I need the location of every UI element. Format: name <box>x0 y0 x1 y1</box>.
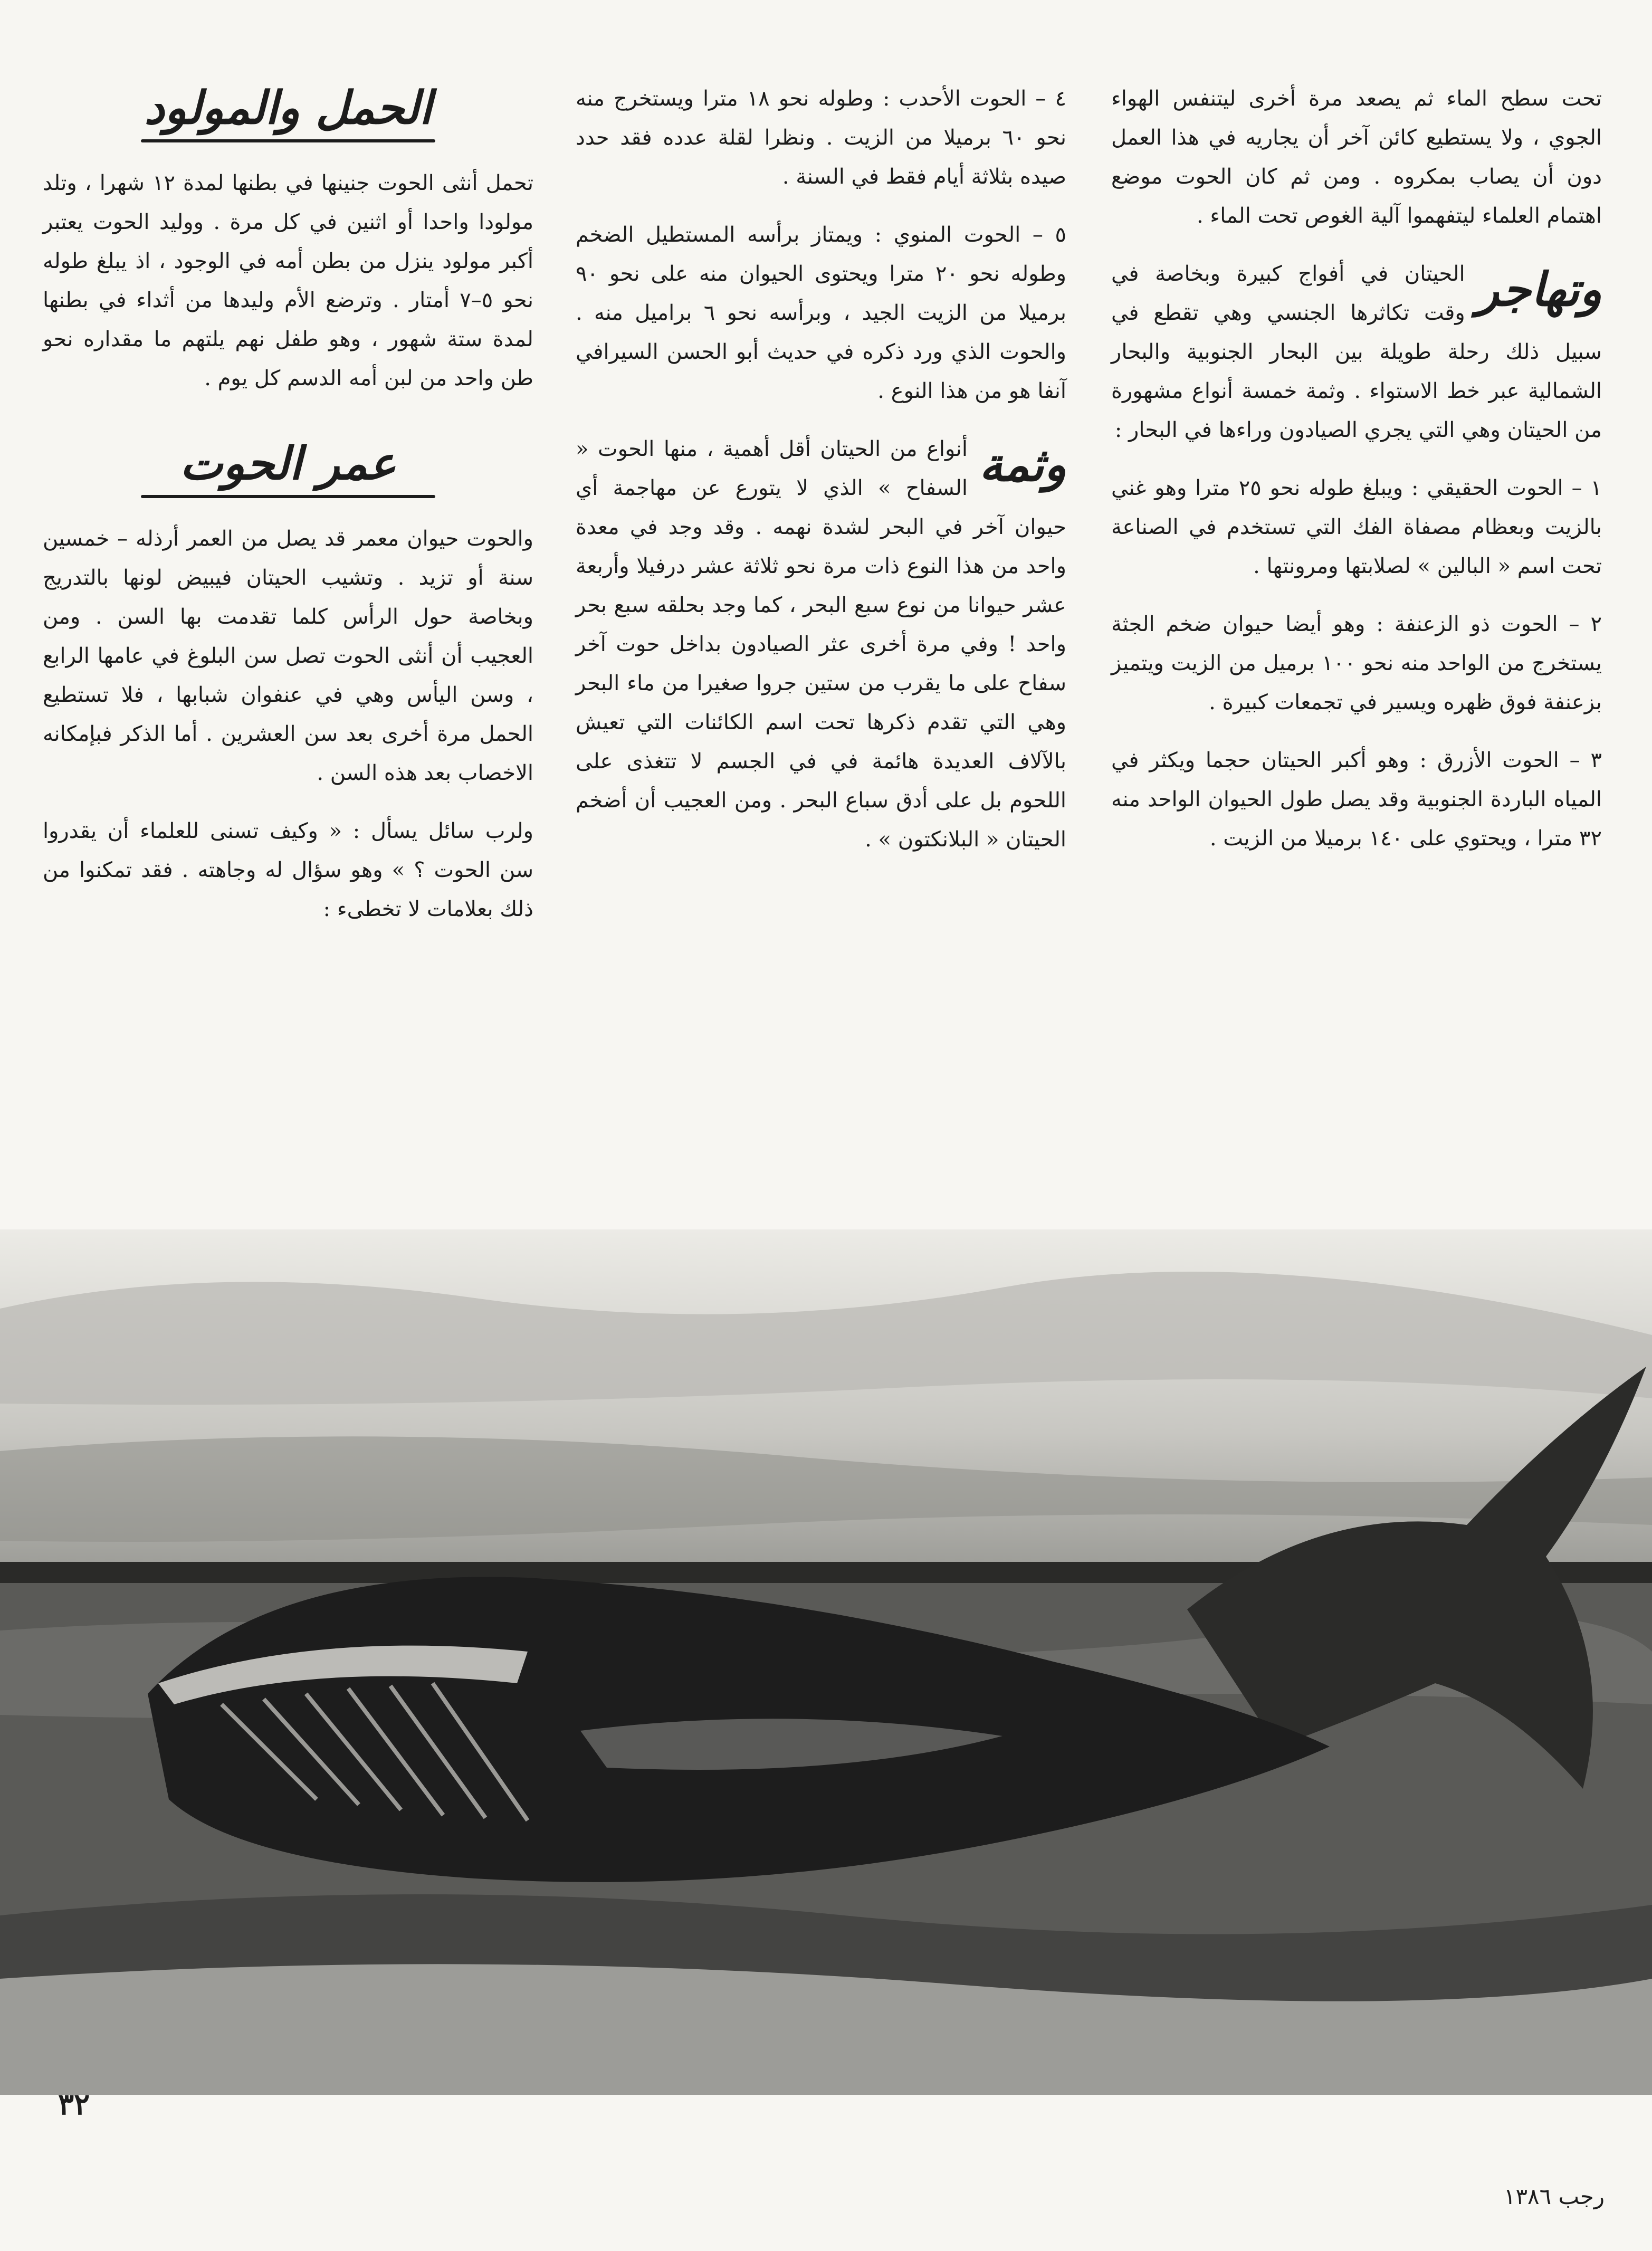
paragraph-text: أنواع من الحيتان أقل أهمية ، منها الحوت « السفاح » الذي لا يتورع عن مهاجمة أي حيوان آخر في البحر لشدة نهمه . وقد وجد في معدة واحد من هذا النوع ذات مرة نحو ثلاثة عشر درفيلا وأربعة عشر حيوانا من نوع سبع البحر ، كما وجد بحلقه سبع بحر واحد ! وفي مرة أخرى عثر الصيادون بداخل حوت آخر سفاح على ما يقرب من ستين جروا صغيرا من ماء البحر وهي التي تقدم ذكرها تحت اسم الكائنات التي تعيش بالآلاف العديدة هائمة في في الجسم لا تتغذى على اللحوم بل على أدق سباع البحر . ومن العجيب أن أضخم الحيتان « البلانكتون » . <box>576 437 1066 852</box>
drop-cap-word: وتهاجر <box>1476 262 1602 317</box>
paragraph: ٤ – الحوت الأحدب : وطوله نحو ١٨ مترا ويستخرج منه نحو ٦٠ برميلا من الزيت . ونظرا لقلة عدده فقد حدد صيده بثلاثة أيام فقط في السنة . <box>576 87 1066 189</box>
paragraph <box>1111 254 1602 450</box>
paragraph: تحت سطح الماء ثم يصعد مرة أخرى ليتنفس الهواء الجوي ، ولا يستطيع كائن آخر أن يجاريه في هذا العمل دون أن يصاب بمكروه . ومن ثم كان الحوت موضع اهتمام العلماء ليتفهموا آلية الغوص تحت الماء . <box>1111 87 1602 228</box>
drop-cap-word: وثمة <box>979 437 1066 492</box>
paragraph: ١ – الحوت الحقيقي : ويبلغ طوله نحو ٢٥ مترا وهو غني بالزيت وبعظام مصفاة الفك التي تستخدم في الصناعة تحت اسم « البالين » لصلابتها ومرونتها . <box>1111 476 1602 578</box>
section-heading: الحمل والمولود <box>43 79 533 142</box>
paragraph: تحمل أنثى الحوت جنينها في بطنها لمدة ١٢ شهرا ، وتلد مولودا واحدا أو اثنين في كل مرة . ووليد الحوت يعتبر أكبر مولود ينزل من بطن أمه في الوجود ، اذ يبلغ طوله نحو ٥–٧ أمتار . وترضع الأم وليدها من أثداء في بطنها لمدة ستة شهور ، وهو طفل نهم يلتهم ما مقداره نحو طن واحد من لبن أمه الدسم كل يوم . <box>43 171 534 390</box>
issue-date: رجب ١٣٨٦ <box>1503 2183 1605 2209</box>
page-number: ٣٢ <box>58 2087 90 2122</box>
paragraph: ولرب سائل يسأل : « وكيف تسنى للعلماء أن يقدروا سن الحوت ؟ » وهو سؤال له وجاهته . فقد تمكنوا من ذلك بعلامات لا تخطىء : <box>43 819 533 921</box>
paragraph <box>576 430 1066 859</box>
paragraph: والحوت حيوان معمر قد يصل من العمر أرذله – خمسين سنة أو تزيد . وتشيب الحيتان فيبيض لونها بالتدريج وبخاصة حول الرأس كلما تقدمت بها السن . ومن العجيب أن أنثى الحوت تصل سن البلوغ في عامها الرابع ، وسن اليأس وهي في عنفوان شبابها ، فلا تستطيع الحمل مرة أخرى بعد سن العشرين . أما الذكر فبإمكانه الاخصاب بعد هذه السن . <box>43 527 533 785</box>
text-column-left <box>43 79 533 948</box>
paragraph-text: الحيتان في أفواج كبيرة وبخاصة في وقت تكاثرها الجنسي وهي تقطع في سبيل ذلك رحلة طويلة بين البحار الجنوبية والبحار الشمالية عبر خط الاستواء . وثمة خمسة أنواع مشهورة من الحيتان وهي التي يجري الصيادون وراءها في البحار : <box>1111 262 1602 442</box>
paragraph: ٣ – الحوت الأزرق : وهو أكبر الحيتان حجما ويكثر في المياه الباردة الجنوبية وقد يصل طول الحيوان الواحد منه ٣٢ مترا ، ويحتوي على ١٤٠ برميلا من الزيت . <box>1111 748 1602 851</box>
text-column-right <box>1111 79 1602 877</box>
whale-illustration <box>0 1229 1652 2095</box>
paragraph: ٢ – الحوت ذو الزعنفة : وهو أيضا حيوان ضخم الجثة يستخرج من الواحد منه نحو ١٠٠ برميل من الزيت ويتميز بزعنفة فوق ظهره ويسير في تجمعات كبيرة . <box>1111 612 1602 714</box>
section-heading: عمر الحوت <box>43 435 533 498</box>
paragraph: ٥ – الحوت المنوي : ويمتاز برأسه المستطيل الضخم وطوله نحو ٢٠ مترا ويحتوى الحيوان منه على نحو ٩٠ برميلا من الزيت الجيد ، وبرأسه نحو ٦ براميل منه . والحوت الذي ورد ذكره في حديث أبو الحسن السيرافي آنفا هو من هذا النوع . <box>576 223 1066 403</box>
text-column-middle <box>576 79 1066 878</box>
